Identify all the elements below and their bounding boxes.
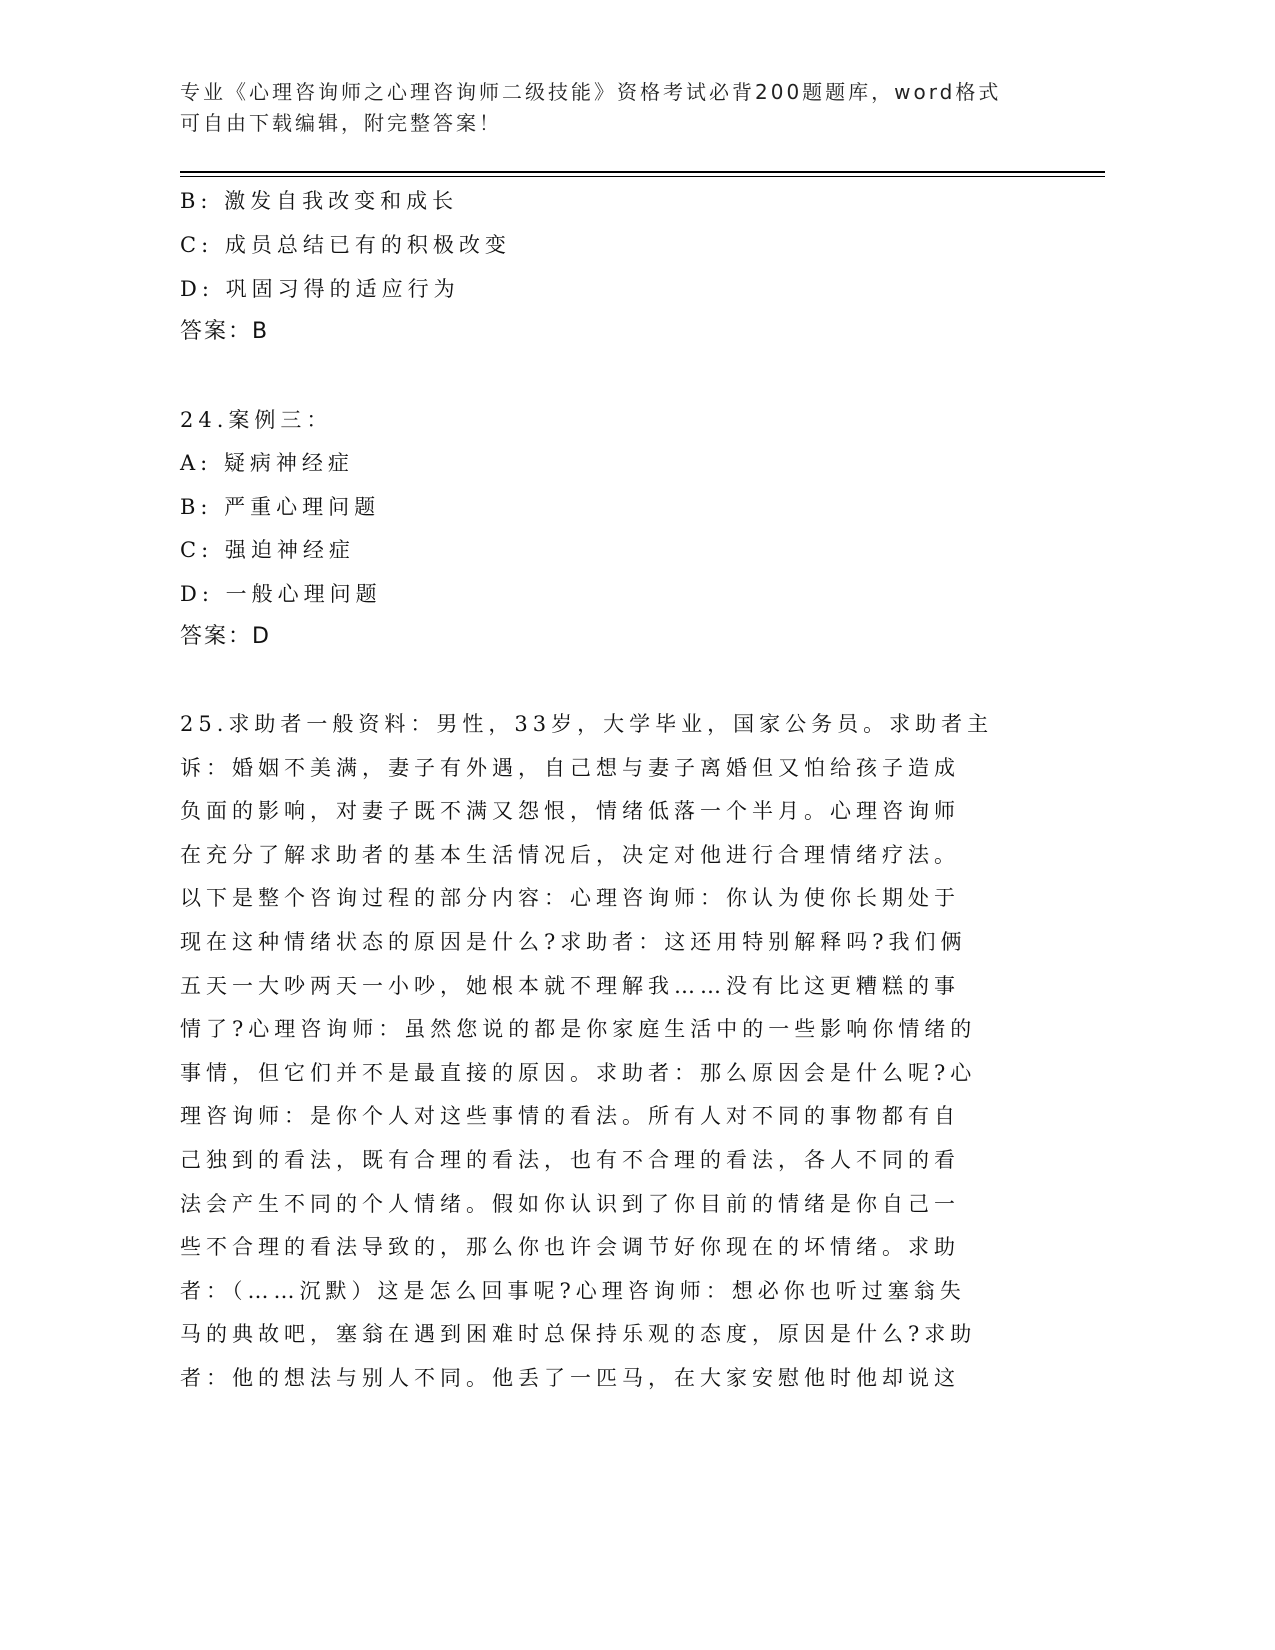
question-text-line: 己独到的看法，既有合理的看法，也有不合理的看法，各人不同的看	[180, 1147, 960, 1172]
question-text-line: 者：（……沉默）这是怎么回事呢?心理咨询师：想必你也听过塞翁失	[180, 1278, 966, 1303]
question-text-line: 理咨询师：是你个人对这些事情的看法。所有人对不同的事物都有自	[180, 1104, 960, 1129]
option-c: C: 成员总结已有的积极改变	[180, 233, 511, 257]
header-divider-thin	[180, 176, 1105, 177]
question-text-line: 情了?心理咨询师：虽然您说的都是你家庭生活中的一些影响你情绪的	[180, 1017, 977, 1042]
question-text-line: 者：他的想法与别人不同。他丢了一匹马，在大家安慰他时他却说这	[180, 1365, 960, 1390]
option-d: D: 巩固习得的适应行为	[180, 277, 460, 301]
answer: 答案：D	[180, 624, 271, 649]
question-25	[180, 709, 1080, 1407]
question-text-line: 法会产生不同的个人情绪。假如你认识到了你目前的情绪是你自己一	[180, 1191, 960, 1216]
question-text-line: 马的典故吧，塞翁在遇到困难时总保持乐观的态度，原因是什么?求助	[180, 1322, 977, 1347]
question-text-line: 事情，但它们并不是最直接的原因。求助者：那么原因会是什么呢?心	[180, 1060, 977, 1085]
question-text-line: 诉：婚姻不美满，妻子有外遇，自己想与妻子离婚但又怕给孩子造成	[180, 755, 960, 780]
document-header-line-1: 专业《心理咨询师之心理咨询师二级技能》资格考试必背200题题库，word格式	[180, 80, 1002, 104]
option-d: D: 一般心理问题	[180, 582, 382, 606]
question-text-line: 负面的影响，对妻子既不满又怨恨，情绪低落一个半月。心理咨询师	[180, 799, 960, 824]
question-text-line: 现在这种情绪状态的原因是什么?求助者：这还用特别解释吗?我们俩	[180, 929, 967, 954]
question-text-line: 在充分了解求助者的基本生活情况后，决定对他进行合理情绪疗法。	[180, 842, 960, 867]
option-b: B: 激发自我改变和成长	[180, 189, 459, 213]
question-text-line: 以下是整个咨询过程的部分内容：心理咨询师：你认为使你长期处于	[180, 886, 960, 911]
document-header-line-2: 可自由下载编辑，附完整答案！	[180, 111, 502, 135]
header-divider-thick	[180, 171, 1105, 173]
question-text-line: 25.求助者一般资料：男性，33岁，大学毕业，国家公务员。求助者主	[180, 712, 994, 736]
question-text-line: 五天一大吵两天一小吵，她根本就不理解我……没有比这更糟糕的事	[180, 973, 960, 998]
option-b: B: 严重心理问题	[180, 495, 381, 519]
question-text: 24.案例三：	[180, 408, 333, 432]
answer: 答案：B	[180, 319, 270, 344]
question-text-line: 些不合理的看法导致的，那么你也许会调节好你现在的坏情绪。求助	[180, 1235, 960, 1260]
option-a: A: 疑病神经症	[180, 451, 354, 475]
option-c: C: 强迫神经症	[180, 538, 355, 562]
